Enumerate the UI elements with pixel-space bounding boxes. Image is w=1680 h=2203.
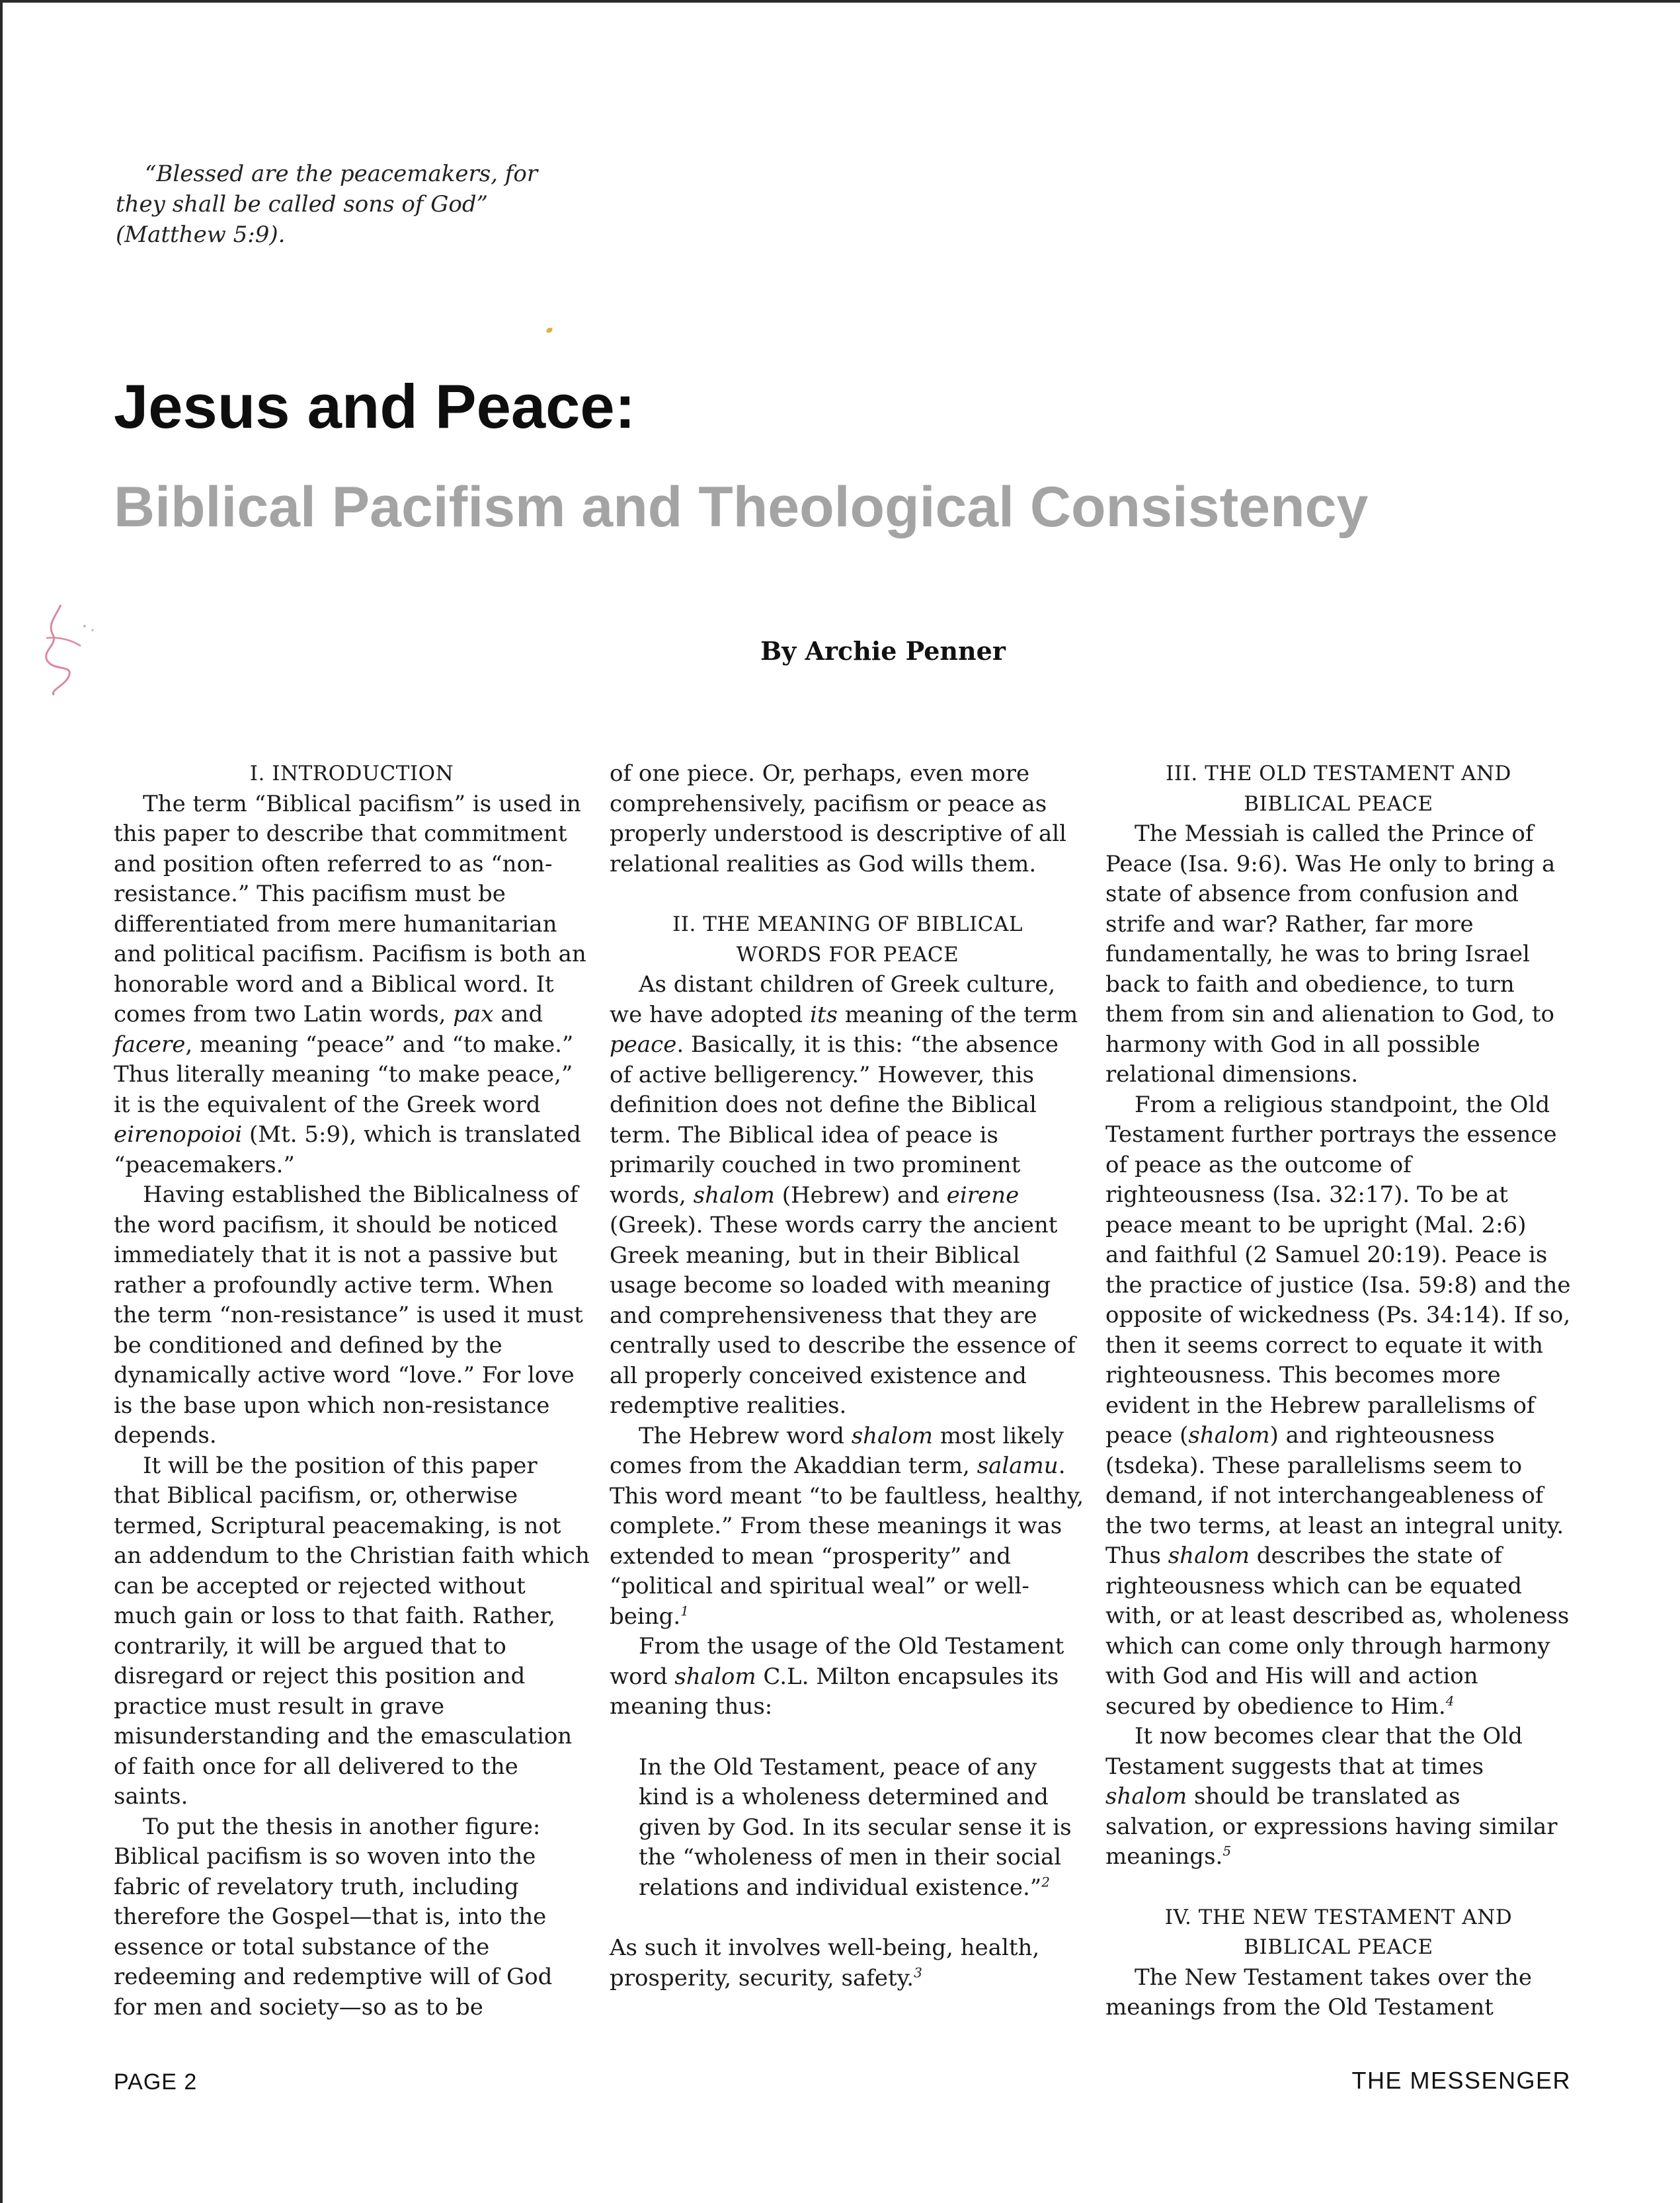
text-span: As distant children of Greek culture, we have adopted — [610, 971, 1056, 1028]
ink-speck — [545, 327, 553, 334]
term-salamu: salamu — [977, 1453, 1059, 1479]
paragraph: of one piece. Or, perhaps, even more comprehensively, pacifism or peace as properly understood is descriptive of all relational realities as God wills them. — [610, 760, 1067, 877]
text-span: ) and righteousness (tsdeka). These parallelisms seem to demand, if not interchangeableness of the two terms, at least an integral unity. Thus — [1105, 1422, 1564, 1569]
text-span: should be translated as salvation, or expressions having similar meanings. — [1105, 1783, 1558, 1870]
paragraph: Having established the Biblicalness of the word pacifism, it should be noticed immediately that it is not a passive but rather a profoundly active term. When the term “non-resistance” is used it must be conditioned and defined by the dynamically active word “love.” For love is the base upon which non-resistance depends. — [114, 1182, 583, 1449]
spacer — [610, 1722, 1086, 1753]
term-eirene: eirene — [946, 1182, 1020, 1209]
column-1 — [114, 759, 590, 2023]
column-3 — [1105, 759, 1572, 2023]
page-number: PAGE 2 — [114, 2069, 198, 2095]
paragraph: To put the thesis in another figure: Biblical pacifism is so woven into the fabric of revelatory truth, including therefore the Gospel—that is, into the essence or total substance of the redeeming and redemptive will of God for men and society—so as to be — [114, 1813, 553, 2021]
term-shalom: shalom — [693, 1182, 775, 1209]
term-shalom: shalom — [1168, 1542, 1250, 1569]
text-span: From the usage of the Old Testament word — [610, 1633, 1064, 1690]
term-shalom: shalom — [1188, 1422, 1270, 1449]
byline: By Archie Penner — [760, 636, 1006, 666]
paragraph — [1105, 1090, 1572, 1722]
footnote-marker: 5 — [1222, 1843, 1232, 1859]
text-span: (Mt. 5:9), which is translated “peacemakers.” — [114, 1121, 581, 1178]
footnote-marker: 4 — [1445, 1693, 1455, 1709]
paragraph — [610, 1933, 1086, 1993]
spacer — [610, 879, 1086, 910]
term-shalom: shalom — [1105, 1783, 1187, 1810]
paragraph: The Messiah is called the Prince of Peace (Isa. 9:6). Was He only to bring a state of absence from confusion and strife and war? Rather, far more fundamentally, he was to bring Israel back to faith and obedience, to turn them from sin and alienation to God, to harmony with God in all possible relational dimensions. — [1105, 821, 1556, 1088]
text-span: C.L. Milton encapsules its meaning thus: — [610, 1663, 1059, 1720]
article-subtitle: Biblical Pacifism and Theological Consistency — [114, 475, 1369, 539]
column-2 — [610, 759, 1086, 1993]
text-span: The term “Biblical pacifism” is used in this paper to describe that commitment and position often referred to as “non-resistance.” This pacifism must be differentiated from mere humanitarian and political pacifism. Pacifism is both an honorable word and a Biblical word. It comes from two Latin words, — [114, 790, 586, 1027]
section-heading-introduction: I. INTRODUCTION — [249, 762, 454, 785]
text-span: , meaning “peace” and “to make.” Thus literally meaning “to make peace,” it is the equivalent of the Greek word — [114, 1031, 574, 1118]
term-facere: facere — [114, 1031, 186, 1058]
paragraph: It will be the position of this paper that Biblical pacifism, or, otherwise termed, Scriptural peacemaking, is not an addendum to the Christian faith which can be accepted or rejected without much gain or loss to that faith. Rather, contrarily, it will be argued that to disregard or reject this position and practice must result in grave misunderstanding and the emasculation of faith once for all delivered to the saints. — [114, 1452, 590, 1810]
section-heading-meaning-line2: WORDS FOR PEACE — [736, 942, 959, 967]
section-heading-meaning: II. THE MEANING OF BIBLICAL — [672, 912, 1023, 936]
footnote-marker: 3 — [914, 1964, 922, 1981]
text-span: From a religious standpoint, the Old Testament further portrays the essence of peace as the outcome of righteousness (Isa. 32:17). To be at peace meant to be upright (Mal. 2:6) and faithful (2 Samuel 20:19). Peace is the practice of justice (Isa. 59:8) and the opposite of wickedness (Ps. 34:14). If so, then it seems correct to equate it with righteousness. This becomes more evident in the Hebrew parallelisms of peace ( — [1105, 1091, 1571, 1449]
text-span: The Hebrew word — [639, 1422, 844, 1449]
epigraph-text: “Blessed are the peacemakers, for they shall be called sons of God” (Matthew 5:9). — [116, 161, 538, 248]
text-span: In the Old Testament, peace of any kind is a wholeness determined and given by God. In its secular sense it is the “wholeness of men in their social relations and individual existence.” — [639, 1753, 1072, 1901]
paragraph — [1105, 1722, 1572, 1872]
article-title: Jesus and Peace: — [114, 372, 635, 441]
section-heading-old-testament-line2: BIBLICAL PEACE — [1244, 791, 1433, 816]
epigraph — [116, 159, 592, 250]
paragraph — [610, 1422, 1086, 1632]
spacer — [1105, 1872, 1572, 1903]
text-span: It now becomes clear that the Old Testament suggests that at times — [1105, 1723, 1523, 1780]
text-span: As such it involves well-being, health, prosperity, security, safety. — [610, 1935, 1040, 1991]
paragraph — [610, 1632, 1086, 1722]
footnote-marker: 1 — [680, 1603, 689, 1619]
footnote-marker: 2 — [1041, 1874, 1050, 1890]
text-span: (Hebrew) and — [781, 1182, 940, 1209]
text-span: describes the state of righteousness which can be equated with, or at least described as, wholeness which can come only through harmony with God and His will and action secured by obedience to Him. — [1105, 1542, 1570, 1720]
paragraph — [610, 970, 1086, 1422]
section-heading-old-testament: III. THE OLD TESTAMENT AND — [1166, 762, 1511, 785]
section-heading-new-testament: IV. THE NEW TESTAMENT AND — [1164, 1905, 1513, 1929]
publication-name: THE MESSENGER — [1351, 2067, 1571, 2094]
text-span: and — [500, 1001, 543, 1027]
term-eirenopoioi: eirenopoioi — [114, 1121, 243, 1148]
text-span: . This word meant “to be faultless, healthy, complete.” From these meanings it was extended to mean “prosperity” and “political and spiritual weal” or well-being. — [610, 1453, 1084, 1630]
paragraph: The New Testament takes over the meanings from the Old Testament — [1105, 1964, 1533, 2021]
text-span: most likely comes from the Akaddian term, — [610, 1422, 1064, 1479]
text-span: . Basically, it is this: “the absence of active belligerency.” However, this definition does not define the Biblical term. The Biblical idea of peace is primarily couched in two prominent words, — [610, 1031, 1059, 1209]
term-its: its — [809, 1001, 838, 1028]
text-span: meaning of the term — [844, 1001, 1078, 1028]
section-heading-new-testament-line2: BIBLICAL PEACE — [1244, 1935, 1433, 1959]
term-shalom: shalom — [674, 1663, 756, 1690]
term-pax: pax — [453, 1001, 494, 1027]
paragraph — [114, 789, 590, 1181]
term-shalom: shalom — [851, 1422, 933, 1449]
block-quote — [610, 1753, 1086, 1903]
term-peace: peace — [610, 1031, 677, 1058]
text-span: (Greek). These words carry the ancient Greek meaning, but in their Biblical usage become so loaded with meaning and comprehensiveness that they are centrally used to describe the essence of all properly conceived existence and redemptive realities. — [610, 1212, 1076, 1419]
spacer — [610, 1903, 1086, 1933]
